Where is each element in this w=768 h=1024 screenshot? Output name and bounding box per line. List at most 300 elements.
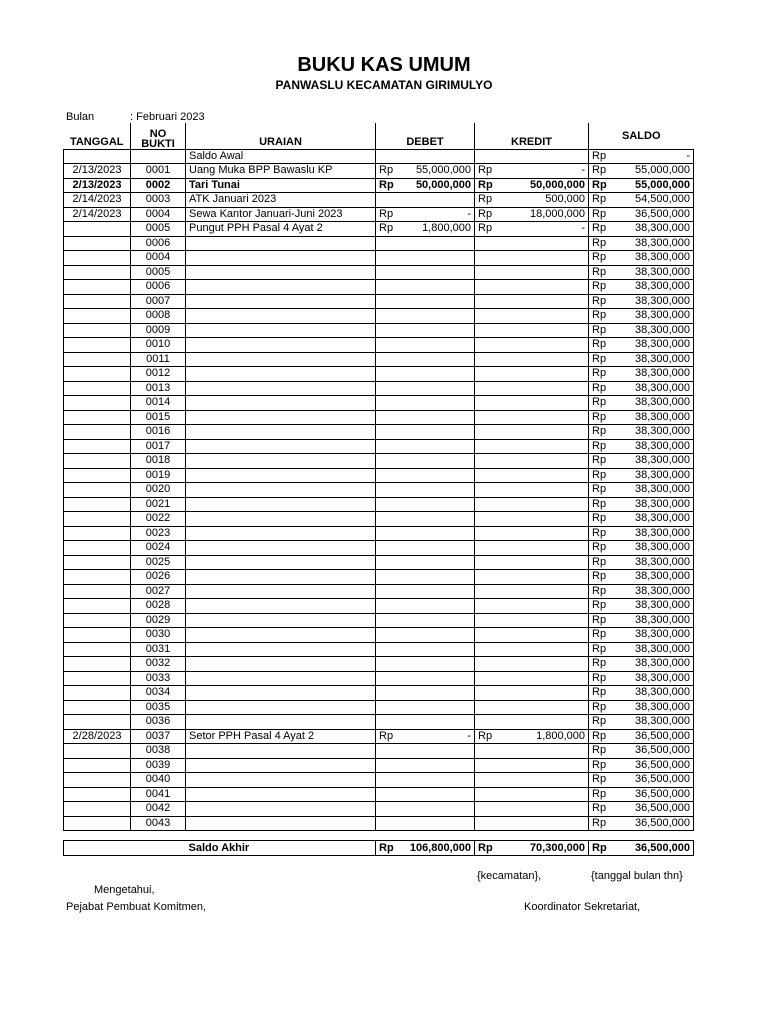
row-no-bukti: 0033 [131, 671, 186, 686]
row-saldo: 36,500,000 [609, 816, 694, 831]
row-tanggal [64, 396, 131, 411]
row-no-bukti: 0018 [131, 454, 186, 469]
row-uraian [186, 309, 376, 324]
row-saldo-rp: Rp [589, 164, 609, 179]
row-debet-rp [376, 802, 399, 817]
row-saldo: 55,000,000 [609, 178, 694, 193]
row-saldo: 38,300,000 [609, 642, 694, 657]
table-row [64, 686, 694, 701]
table-row [64, 410, 694, 425]
row-saldo: 38,300,000 [609, 381, 694, 396]
row-kredit [498, 744, 589, 759]
row-debet-rp [376, 410, 399, 425]
row-saldo-rp: Rp [589, 613, 609, 628]
row-saldo: 38,300,000 [609, 309, 694, 324]
row-saldo: 38,300,000 [609, 555, 694, 570]
row-no-bukti: 0004 [131, 207, 186, 222]
row-tanggal [64, 744, 131, 759]
row-kredit [498, 526, 589, 541]
row-debet [399, 265, 475, 280]
table-row [64, 599, 694, 614]
row-debet [399, 439, 475, 454]
row-saldo: 38,300,000 [609, 613, 694, 628]
ledger-body [64, 149, 694, 831]
row-tanggal [64, 555, 131, 570]
total-row [64, 841, 694, 856]
col-no-bukti-line2: BUKTI [141, 137, 175, 149]
footer-koordinator: Koordinator Sekretariat, [524, 901, 641, 913]
row-no-bukti: 0039 [131, 758, 186, 773]
row-debet-rp [376, 236, 399, 251]
row-kredit-rp [475, 570, 498, 585]
row-kredit [498, 671, 589, 686]
row-kredit-rp [475, 425, 498, 440]
row-tanggal [64, 367, 131, 382]
total-debet-rp: Rp [376, 841, 399, 856]
row-debet [399, 251, 475, 266]
row-kredit-rp [475, 512, 498, 527]
row-kredit-rp [475, 599, 498, 614]
row-saldo: 38,300,000 [609, 700, 694, 715]
row-no-bukti: 0028 [131, 599, 186, 614]
row-debet-rp [376, 193, 399, 208]
row-debet-rp: Rp [376, 222, 399, 237]
row-saldo-rp: Rp [589, 207, 609, 222]
row-kredit-rp [475, 439, 498, 454]
row-uraian [186, 642, 376, 657]
row-no-bukti: 0016 [131, 425, 186, 440]
table-row [64, 193, 694, 208]
row-kredit [498, 425, 589, 440]
row-saldo-rp: Rp [589, 323, 609, 338]
row-kredit [498, 294, 589, 309]
table-row [64, 512, 694, 527]
row-debet [399, 526, 475, 541]
row-kredit: 18,000,000 [498, 207, 589, 222]
row-saldo: 38,300,000 [609, 497, 694, 512]
row-debet [399, 555, 475, 570]
row-kredit: - [498, 164, 589, 179]
row-tanggal [64, 294, 131, 309]
row-uraian [186, 613, 376, 628]
row-uraian [186, 497, 376, 512]
row-no-bukti: 0040 [131, 773, 186, 788]
row-kredit-rp: Rp [475, 193, 498, 208]
row-debet [399, 193, 475, 208]
row-saldo-rp: Rp [589, 773, 609, 788]
row-no-bukti: 0017 [131, 439, 186, 454]
row-saldo: 38,300,000 [609, 280, 694, 295]
row-debet [399, 613, 475, 628]
row-kredit [498, 352, 589, 367]
row-saldo-rp: Rp [589, 729, 609, 744]
row-kredit-rp: Rp [475, 164, 498, 179]
row-debet-rp [376, 628, 399, 643]
row-debet-rp [376, 309, 399, 324]
total-kredit: 70,300,000 [498, 841, 589, 856]
table-row [64, 222, 694, 237]
table-row [64, 381, 694, 396]
row-tanggal: 2/14/2023 [64, 193, 131, 208]
row-kredit-rp [475, 541, 498, 556]
row-kredit [498, 439, 589, 454]
row-saldo-rp: Rp [589, 294, 609, 309]
row-debet [399, 454, 475, 469]
row-kredit [498, 454, 589, 469]
table-row [64, 613, 694, 628]
row-tanggal: 2/13/2023 [64, 178, 131, 193]
row-tanggal [64, 483, 131, 498]
row-uraian [186, 758, 376, 773]
row-debet-rp [376, 338, 399, 353]
row-no-bukti: 0020 [131, 483, 186, 498]
row-saldo: 38,300,000 [609, 294, 694, 309]
row-saldo: 38,300,000 [609, 396, 694, 411]
row-debet-rp: Rp [376, 178, 399, 193]
row-kredit: 500,000 [498, 193, 589, 208]
table-row [64, 555, 694, 570]
row-no-bukti: 0022 [131, 512, 186, 527]
row-saldo: 38,300,000 [609, 323, 694, 338]
row-saldo-rp: Rp [589, 686, 609, 701]
row-saldo: 38,300,000 [609, 628, 694, 643]
row-kredit-rp [475, 265, 498, 280]
row-kredit-rp [475, 758, 498, 773]
row-tanggal [64, 425, 131, 440]
row-uraian: Setor PPH Pasal 4 Ayat 2 [186, 729, 376, 744]
row-saldo-rp: Rp [589, 425, 609, 440]
row-saldo: 36,500,000 [609, 744, 694, 759]
row-debet-rp [376, 671, 399, 686]
row-no-bukti: 0008 [131, 309, 186, 324]
row-debet [399, 686, 475, 701]
row-kredit-rp [475, 700, 498, 715]
row-tanggal [64, 642, 131, 657]
row-kredit [498, 584, 589, 599]
table-row [64, 802, 694, 817]
row-kredit-rp: Rp [475, 729, 498, 744]
row-saldo: 38,300,000 [609, 410, 694, 425]
row-kredit-rp [475, 367, 498, 382]
table-row [64, 280, 694, 295]
row-kredit [498, 483, 589, 498]
row-tanggal [64, 454, 131, 469]
row-saldo: 38,300,000 [609, 222, 694, 237]
row-kredit [498, 497, 589, 512]
row-kredit-rp [475, 454, 498, 469]
row-kredit-rp [475, 657, 498, 672]
table-row [64, 483, 694, 498]
row-saldo: 38,300,000 [609, 526, 694, 541]
row-debet [399, 584, 475, 599]
row-debet-rp [376, 367, 399, 382]
row-saldo: 38,300,000 [609, 454, 694, 469]
col-kredit: KREDIT [475, 123, 589, 149]
row-debet [399, 744, 475, 759]
row-kredit-rp [475, 613, 498, 628]
row-saldo: 38,300,000 [609, 541, 694, 556]
row-uraian [186, 381, 376, 396]
col-debet: DEBET [406, 135, 444, 148]
row-kredit [498, 309, 589, 324]
row-kredit-rp [475, 280, 498, 295]
row-debet-rp [376, 526, 399, 541]
row-tanggal [64, 309, 131, 324]
row-kredit [498, 236, 589, 251]
row-uraian [186, 773, 376, 788]
row-tanggal: 2/28/2023 [64, 729, 131, 744]
row-kredit-rp [475, 686, 498, 701]
row-no-bukti: 0014 [131, 396, 186, 411]
row-saldo: 38,300,000 [609, 657, 694, 672]
row-kredit-rp [475, 628, 498, 643]
row-no-bukti: 0031 [131, 642, 186, 657]
row-uraian: Tari Tunai [186, 178, 376, 193]
row-kredit [498, 642, 589, 657]
row-saldo: 36,500,000 [609, 787, 694, 802]
row-no-bukti: 0042 [131, 802, 186, 817]
row-saldo-rp: Rp [589, 671, 609, 686]
row-kredit-rp [475, 410, 498, 425]
table-row [64, 149, 694, 164]
row-debet [399, 802, 475, 817]
row-uraian [186, 671, 376, 686]
table-row [64, 787, 694, 802]
row-debet-rp [376, 816, 399, 831]
row-saldo: 38,300,000 [609, 584, 694, 599]
row-debet-rp [376, 512, 399, 527]
row-kredit-rp [475, 149, 498, 164]
header-row [64, 123, 694, 149]
row-saldo-rp: Rp [589, 787, 609, 802]
row-saldo-rp: Rp [589, 584, 609, 599]
row-uraian: Saldo Awal [186, 149, 376, 164]
bulan-value: : Februari 2023 [130, 111, 205, 123]
row-no-bukti: 0015 [131, 410, 186, 425]
row-debet-rp: Rp [376, 729, 399, 744]
row-tanggal [64, 599, 131, 614]
row-saldo: 36,500,000 [609, 207, 694, 222]
row-tanggal [64, 236, 131, 251]
row-kredit [498, 599, 589, 614]
row-saldo-rp: Rp [589, 512, 609, 527]
row-saldo-rp: Rp [589, 628, 609, 643]
row-debet [399, 671, 475, 686]
row-no-bukti: 0025 [131, 555, 186, 570]
row-uraian [186, 744, 376, 759]
row-uraian [186, 410, 376, 425]
row-kredit-rp [475, 294, 498, 309]
row-saldo: 38,300,000 [609, 251, 694, 266]
row-saldo-rp: Rp [589, 555, 609, 570]
row-saldo-rp: Rp [589, 396, 609, 411]
row-debet-rp [376, 294, 399, 309]
row-debet [399, 352, 475, 367]
row-uraian [186, 584, 376, 599]
row-no-bukti: 0043 [131, 816, 186, 831]
row-uraian [186, 323, 376, 338]
row-tanggal [64, 773, 131, 788]
row-saldo-rp: Rp [589, 236, 609, 251]
row-tanggal [64, 686, 131, 701]
total-saldo: 36,500,000 [609, 841, 694, 856]
row-debet-rp [376, 584, 399, 599]
row-saldo-rp: Rp [589, 280, 609, 295]
row-uraian [186, 396, 376, 411]
row-kredit [498, 657, 589, 672]
row-kredit [498, 410, 589, 425]
footer-mengetahui: Mengetahui, [94, 884, 155, 896]
table-row [64, 671, 694, 686]
row-saldo-rp: Rp [589, 410, 609, 425]
row-kredit [498, 280, 589, 295]
row-kredit-rp: Rp [475, 178, 498, 193]
row-kredit [498, 251, 589, 266]
row-kredit-rp [475, 787, 498, 802]
row-saldo-rp: Rp [589, 816, 609, 831]
table-row [64, 526, 694, 541]
row-debet-rp [376, 454, 399, 469]
row-debet [399, 236, 475, 251]
row-debet [399, 280, 475, 295]
ledger-table [63, 123, 694, 831]
row-tanggal [64, 570, 131, 585]
row-uraian [186, 454, 376, 469]
row-uraian [186, 512, 376, 527]
row-no-bukti: 0006 [131, 236, 186, 251]
row-uraian [186, 715, 376, 730]
col-uraian: URAIAN [186, 123, 376, 149]
row-saldo: 36,500,000 [609, 773, 694, 788]
row-debet-rp [376, 787, 399, 802]
row-saldo-rp: Rp [589, 541, 609, 556]
row-saldo-rp: Rp [589, 802, 609, 817]
row-tanggal [64, 584, 131, 599]
row-saldo: 38,300,000 [609, 352, 694, 367]
row-no-bukti: 0013 [131, 381, 186, 396]
row-kredit-rp [475, 744, 498, 759]
row-debet [399, 758, 475, 773]
row-tanggal [64, 787, 131, 802]
row-kredit-rp [475, 773, 498, 788]
row-no-bukti: 0038 [131, 744, 186, 759]
row-tanggal [64, 628, 131, 643]
row-debet-rp [376, 758, 399, 773]
row-debet-rp [376, 497, 399, 512]
row-saldo-rp: Rp [589, 265, 609, 280]
row-saldo-rp: Rp [589, 483, 609, 498]
row-debet [399, 425, 475, 440]
row-saldo: 38,300,000 [609, 439, 694, 454]
row-uraian [186, 628, 376, 643]
row-debet [399, 816, 475, 831]
row-kredit [498, 628, 589, 643]
row-kredit-rp [475, 396, 498, 411]
table-row [64, 251, 694, 266]
row-saldo: 38,300,000 [609, 265, 694, 280]
row-saldo: 55,000,000 [609, 164, 694, 179]
bulan-label: Bulan [66, 111, 95, 123]
row-uraian [186, 555, 376, 570]
row-debet-rp [376, 323, 399, 338]
row-uraian: Uang Muka BPP Bawaslu KP [186, 164, 376, 179]
table-row [64, 425, 694, 440]
row-saldo: 38,300,000 [609, 338, 694, 353]
row-saldo-rp: Rp [589, 439, 609, 454]
row-debet [399, 570, 475, 585]
row-debet [399, 642, 475, 657]
row-kredit-rp [475, 816, 498, 831]
table-row [64, 338, 694, 353]
row-uraian: Sewa Kantor Januari-Juni 2023 [186, 207, 376, 222]
row-tanggal [64, 323, 131, 338]
row-no-bukti: 0021 [131, 497, 186, 512]
row-saldo-rp: Rp [589, 251, 609, 266]
row-debet-rp [376, 599, 399, 614]
table-row [64, 657, 694, 672]
row-debet-rp [376, 468, 399, 483]
table-row [64, 642, 694, 657]
table-row [64, 178, 694, 193]
table-row [64, 396, 694, 411]
row-kredit-rp [475, 236, 498, 251]
row-no-bukti: 0005 [131, 222, 186, 237]
total-blank [64, 841, 186, 856]
row-debet: - [399, 729, 475, 744]
row-uraian [186, 294, 376, 309]
row-uraian [186, 439, 376, 454]
row-tanggal [64, 497, 131, 512]
row-uraian [186, 816, 376, 831]
row-debet [399, 483, 475, 498]
row-saldo: 38,300,000 [609, 686, 694, 701]
row-kredit-rp [475, 352, 498, 367]
row-saldo: 38,300,000 [609, 671, 694, 686]
row-kredit [498, 149, 589, 164]
table-row [64, 700, 694, 715]
row-debet [399, 700, 475, 715]
row-debet [399, 628, 475, 643]
row-no-bukti: 0002 [131, 178, 186, 193]
row-kredit-rp [475, 483, 498, 498]
row-tanggal [64, 526, 131, 541]
row-debet-rp [376, 773, 399, 788]
row-debet-rp [376, 280, 399, 295]
table-row [64, 541, 694, 556]
table-row [64, 236, 694, 251]
row-kredit-rp [475, 251, 498, 266]
row-no-bukti [131, 149, 186, 164]
row-saldo-rp: Rp [589, 497, 609, 512]
footer-tanggal: {tanggal bulan thn} [591, 870, 683, 882]
table-row [64, 164, 694, 179]
table-row [64, 773, 694, 788]
table-row [64, 744, 694, 759]
total-table [63, 840, 694, 856]
row-no-bukti: 0035 [131, 700, 186, 715]
row-saldo-rp: Rp [589, 381, 609, 396]
row-no-bukti: 0023 [131, 526, 186, 541]
row-saldo-rp: Rp [589, 338, 609, 353]
row-tanggal [64, 280, 131, 295]
row-uraian [186, 468, 376, 483]
table-row [64, 294, 694, 309]
table-row [64, 628, 694, 643]
row-debet-rp [376, 541, 399, 556]
row-debet [399, 512, 475, 527]
document-title: BUKU KAS UMUM [297, 54, 471, 76]
table-row [64, 367, 694, 382]
